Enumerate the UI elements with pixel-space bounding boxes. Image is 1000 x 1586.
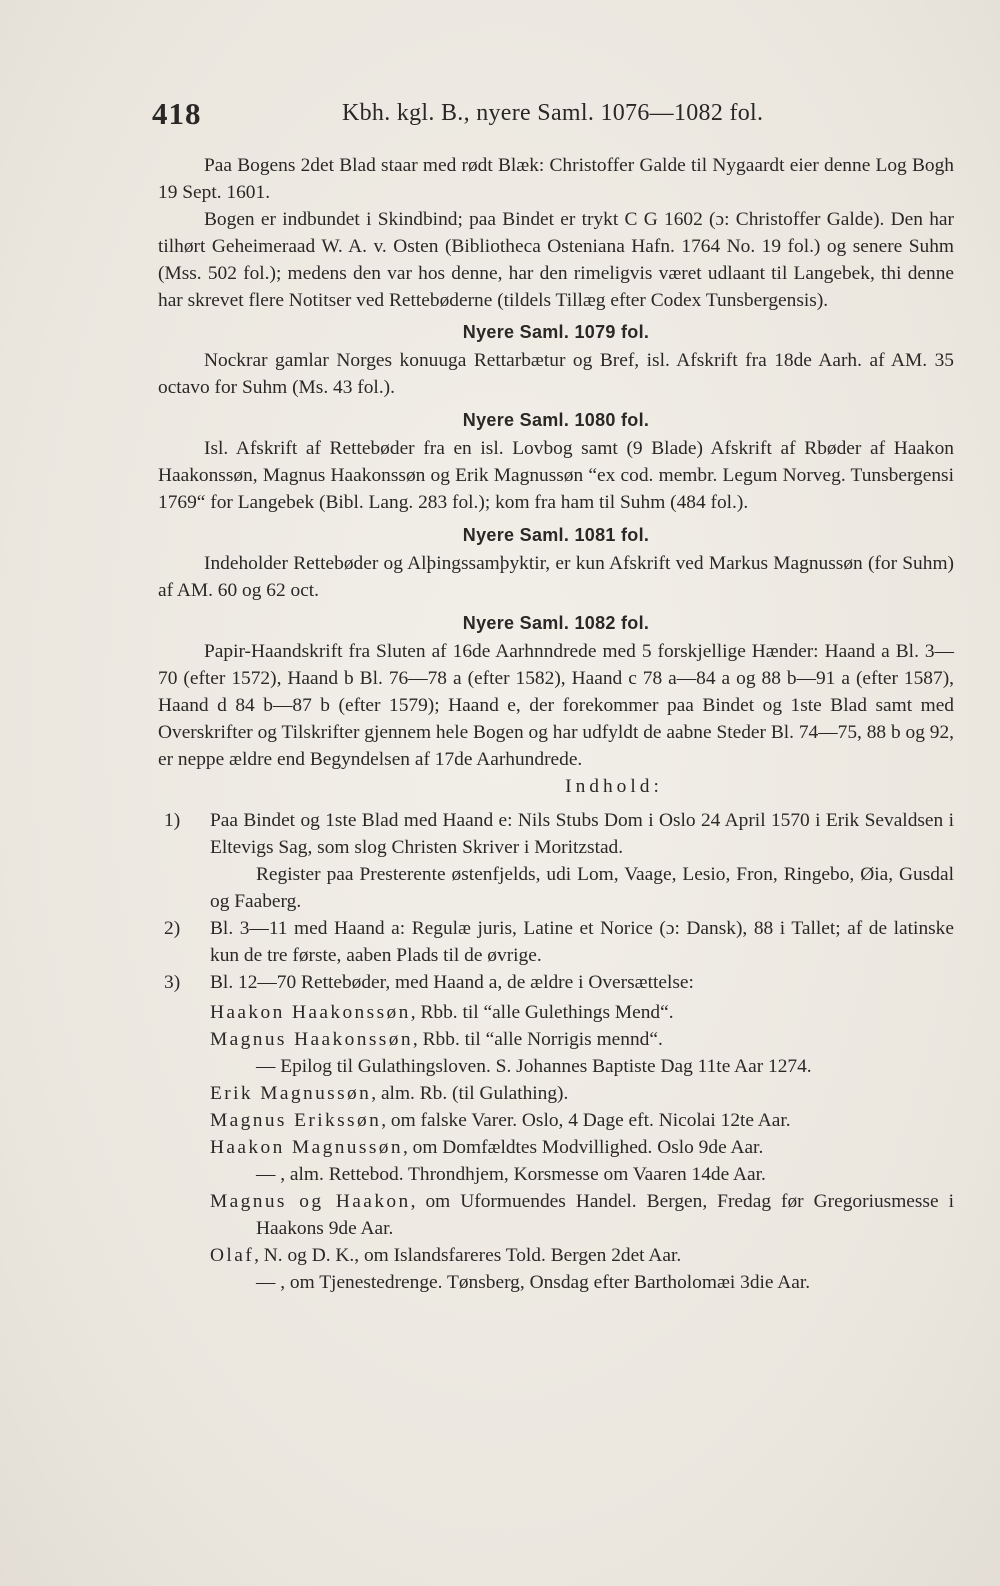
page-number: 418 <box>152 96 202 131</box>
section-text-1079: Nockrar gamlar Norges konuuga Rettarbætur og Bref, isl. Afskrift fra 18de Aarh. af AM. 35 octavo for Suhm (Ms. 43 fol.). <box>158 350 954 398</box>
entry-text: , Rbb. til “alle Norrigis mennd“. <box>412 1029 663 1050</box>
intro-paragraph-2: Bogen er indbundet i Skindbind; paa Bindet er trykt C G 1602 (ɔ: Christoffer Galde). Den har tilhørt Geheimeraad W. A. v. Osten (Bibliotheca Osteniana Hafn. 1764 No. 19 fol.) og senere Suhm (Mss. 502 fol.); medens den var hos denne, har den rimeligvis været udlaant til Langebek, thi denne har skrevet flere Notitser ved Rettebøderne (tildels Tillæg efter Codex Tunsbergensis). <box>158 209 954 311</box>
list-item <box>158 1053 954 1080</box>
item-number: 2) <box>164 918 181 939</box>
entry-text: , Rbb. til “alle Gulethings Mend“. <box>410 1002 674 1023</box>
section-title-1080: Nyere Saml. 1080 fol. <box>462 410 650 430</box>
list-item <box>158 1161 954 1188</box>
intro-paragraph-1: Paa Bogens 2det Blad staar med rødt Blæk: Christoffer Galde til Nygaardt eier denne Log Bogh 19 Sept. 1601. <box>158 155 954 203</box>
section-text-1082: Papir-Haandskrift fra Sluten af 16de Aarhnndrede med 5 forskjellige Hænder: Haand a Bl. 3—70 (efter 1572), Haand b Bl. 76—78 a (efter 1582), Haand c 78 a—84 a og 88 b—91 a (efter 1587), Haand d 84 b—87 b (efter 1579); Haand e, der forekommer paa Bindet og 1ste Blad samt med Overskrifter og Tilskrifter gjennem hele Bogen og har udfyldt de aabne Steder Bl. 74—75, 88 b og 92, er neppe ældre end Begyndelsen af 17de Aarhundrede. <box>158 641 954 770</box>
list-item <box>158 1188 954 1242</box>
item-text: Bl. 3—11 med Haand a: Regulæ juris, Latine et Norice (ɔ: Dansk), 88 i Tallet; af de latinske kun de tre første, aaben Plads til de øvrige. <box>210 918 954 966</box>
entry-text: — , alm. Rettebod. Throndhjem, Korsmesse om Vaaren 14de Aar. <box>256 1164 766 1185</box>
page-content <box>158 152 954 1296</box>
entry-text: , om falske Varer. Oslo, 4 Dage eft. Nicolai 12te Aar. <box>381 1110 791 1131</box>
item-text: Bl. 12—70 Rettebøder, med Haand a, de ældre i Oversættelse: <box>210 972 694 993</box>
section-title-1082: Nyere Saml. 1082 fol. <box>462 613 650 633</box>
entry-text: — , om Tjenestedrenge. Tønsberg, Onsdag efter Bartholomæi 3die Aar. <box>256 1272 811 1293</box>
section-title-1081: Nyere Saml. 1081 fol. <box>462 525 650 545</box>
list-item <box>158 1269 954 1296</box>
rettebod-list <box>158 999 954 1296</box>
entry-text: , om Domfældtes Modvillighed. Oslo 9de Aar. <box>402 1137 764 1158</box>
entry-text: , alm. Rb. (til Gulathing). <box>371 1083 569 1104</box>
item-number: 3) <box>164 972 181 993</box>
ruler-name: Magnus Haakonssøn <box>210 1029 413 1050</box>
list-item <box>158 1080 954 1107</box>
contents-item-2 <box>158 915 954 969</box>
section-text-1081: Indeholder Rettebøder og Alþingssamþyktir, er kun Afskrift ved Markus Magnussøn (for Suhm) af AM. 60 og 62 oct. <box>158 553 954 601</box>
section-title-1079: Nyere Saml. 1079 fol. <box>462 322 650 342</box>
item-number: 1) <box>164 810 181 831</box>
page-header <box>152 96 852 136</box>
section-text-1080: Isl. Afskrift af Rettebøder fra en isl. Lovbog samt (9 Blade) Afskrift af Rbøder af Haakon Haakonssøn, Magnus Haakonssøn og Erik Magnussøn “ex cod. membr. Legum Norveg. Tunsbergensi 1769“ for Langebek (Bibl. Lang. 283 fol.); kom fra ham til Suhm (484 fol.). <box>158 438 954 513</box>
ruler-name: Haakon Haakonssøn <box>210 1002 411 1023</box>
item-text: Paa Bindet og 1ste Blad med Haand e: Nils Stubs Dom i Oslo 24 April 1570 i Erik Sevaldsen i Eltevigs Sag, som slog Christen Skriver i Moritzstad. <box>210 810 954 858</box>
ruler-name: Magnus og Haakon <box>210 1191 411 1212</box>
list-item <box>158 1026 954 1053</box>
list-item <box>158 999 954 1026</box>
contents-heading: Indhold: <box>565 776 663 797</box>
ruler-name: Olaf <box>210 1245 255 1266</box>
ruler-name: Erik Magnussøn <box>210 1083 372 1104</box>
list-item <box>158 1107 954 1134</box>
running-head: Kbh. kgl. B., nyere Saml. 1076—1082 fol. <box>342 100 764 126</box>
entry-text: — Epilog til Gulathingsloven. S. Johannes Baptiste Dag 11te Aar 1274. <box>256 1056 812 1077</box>
ruler-name: Magnus Erikssøn <box>210 1110 382 1131</box>
entry-text: , om Uformuendes Handel. Bergen, Fredag før Gregoriusmesse i Haakons 9de Aar. <box>256 1191 954 1239</box>
list-item <box>158 1134 954 1161</box>
entry-text: , N. og D. K., om Islandsfareres Told. Bergen 2det Aar. <box>254 1245 682 1266</box>
contents-item-1 <box>158 807 954 915</box>
ruler-name: Haakon Magnussøn <box>210 1137 403 1158</box>
list-item <box>158 1242 954 1269</box>
contents-item-3 <box>158 969 954 996</box>
item-subtext: Register paa Presterente østenfjelds, udi Lom, Vaage, Lesio, Fron, Ringebo, Øia, Gusdal og Faaberg. <box>210 864 954 912</box>
